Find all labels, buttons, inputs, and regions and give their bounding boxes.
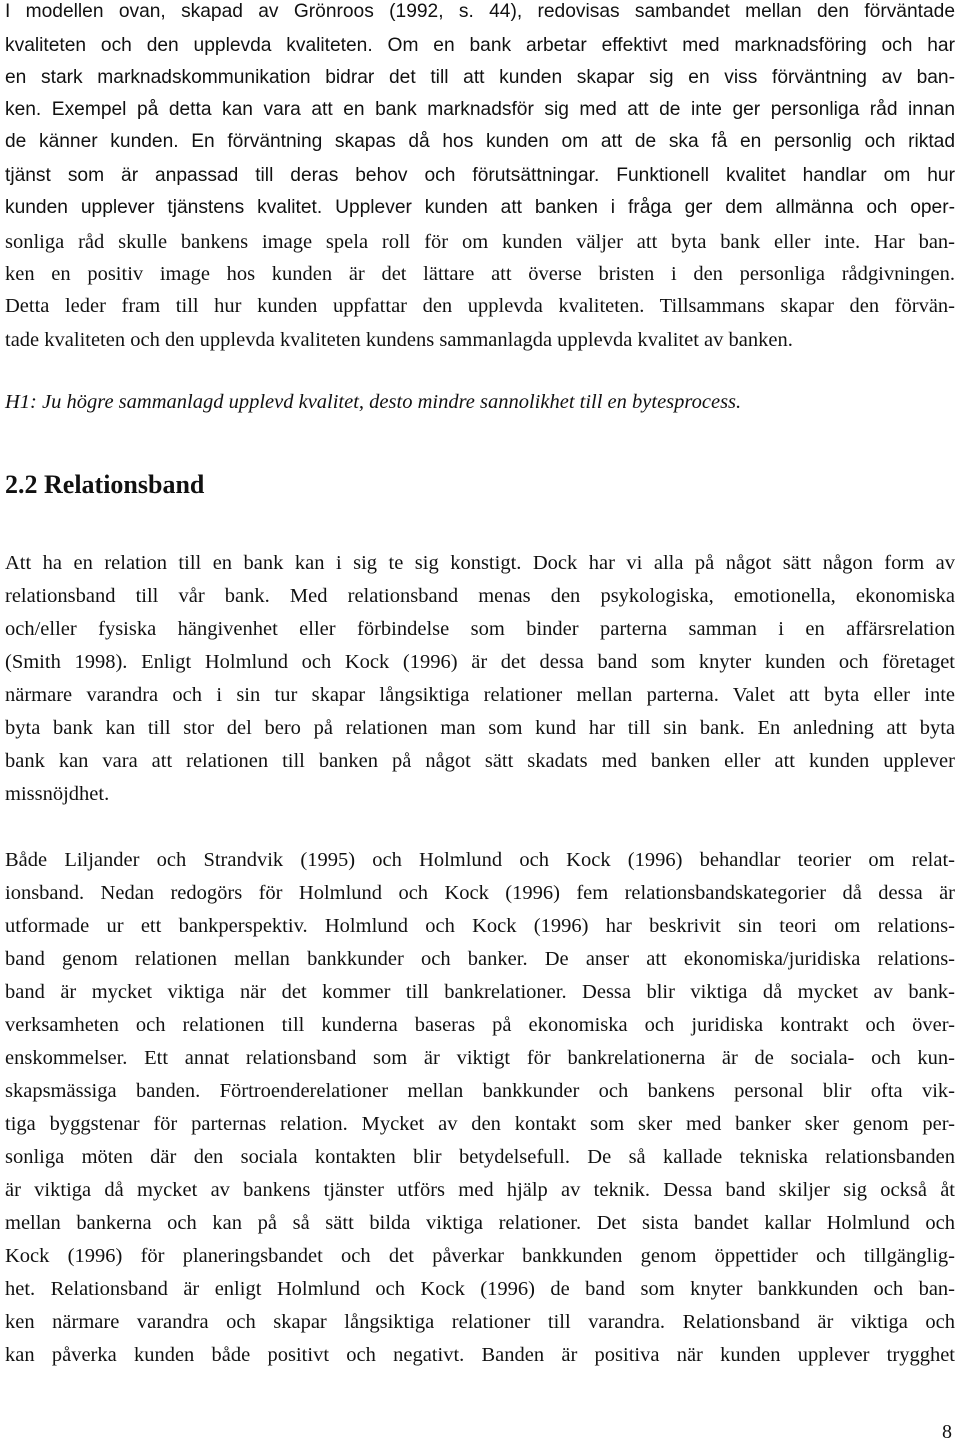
text-line: I modellen ovan, skapad av Grönroos (1992, s. 44), redovisas sambandet mellan den förväntade	[5, 1, 955, 22]
text-line: ken en positiv image hos kunden är det lättare att överse bristen i den personliga rådgivningen.	[5, 263, 955, 285]
text-line: en stark marknadskommunikation bidrar det till att kunden skapar sig en viss förväntning av ban-	[5, 67, 955, 88]
text-line: enskommelser. Ett annat relationsband som är viktigt för bankrelationerna är de sociala- och kun-	[5, 1047, 955, 1069]
text-line: skapsmässiga banden. Förtroenderelationer mellan bankkunder och bankens personal blir ofta vik-	[5, 1080, 955, 1102]
text-line: ken närmare varandra och skapar långsiktiga relationer till varandra. Relationsband är viktiga och	[5, 1311, 955, 1333]
text-line: kunden upplever tjänstens kvalitet. Upplever kunden att banken i fråga ger dem allmänna och oper-	[5, 197, 955, 218]
text-line: band genom relationen mellan bankkunder och banker. De anser att ekonomiska/juridiska relations-	[5, 948, 955, 970]
text-line: relationsband till vår bank. Med relationsband menas den psykologiska, emotionella, ekonomiska	[5, 585, 955, 607]
hypothesis-statement: H1: Ju högre sammanlagd upplevd kvalitet, desto mindre sannolikhet till en bytesprocess.	[5, 391, 742, 413]
page-number: 8	[942, 1421, 952, 1443]
text-line: de känner kunden. En förväntning skapas då hos kunden om att de ska få en personlig och riktad	[5, 131, 955, 152]
text-line: mellan bankerna och kan på så sätt bilda viktiga relationer. Det sista bandet kallar Holmlund och	[5, 1212, 955, 1234]
text-line: het. Relationsband är enligt Holmlund och Kock (1996) de band som knyter bankkunden och ban-	[5, 1278, 955, 1300]
text-line: bank kan vara att relationen till banken på något sätt skadats med banken eller att kunden upplever	[5, 750, 955, 772]
text-line: kan påverka kunden både positivt och negativt. Banden är positiva när kunden upplever trygghet	[5, 1344, 955, 1366]
text-line: Att ha en relation till en bank kan i sig te sig konstigt. Dock har vi alla på något sätt någon form av	[5, 552, 955, 574]
text-line: utformade ur ett bankperspektiv. Holmlund och Kock (1996) har beskrivit sin teori om relations-	[5, 915, 955, 937]
text-line: Både Liljander och Strandvik (1995) och Holmlund och Kock (1996) behandlar teorier om relat-	[5, 849, 955, 871]
text-line: sonliga möten där den sociala kontakten blir betydelsefull. De så kallade tekniska relationsbanden	[5, 1146, 955, 1168]
text-line: missnöjdhet.	[5, 783, 110, 805]
text-line: Detta leder fram till hur kunden uppfattar den upplevda kvaliteten. Tillsammans skapar den förvän-	[5, 295, 955, 317]
text-line: band är mycket viktiga när det kommer till bankrelationer. Dessa blir viktiga då mycket av bank-	[5, 981, 955, 1003]
text-line: och/eller fysiska hängivenhet eller förbindelse som binder parterna samman i en affärsrelation	[5, 618, 955, 640]
text-line: närmare varandra och i sin tur skapar långsiktiga relationer mellan parterna. Valet att byta eller inte	[5, 684, 955, 706]
text-line: byta bank kan till stor del bero på relationen man som kund har till sin bank. En anledning att byta	[5, 717, 955, 739]
text-line: ken. Exempel på detta kan vara att en bank marknadsför sig med att de inte ger personliga råd innan	[5, 99, 955, 120]
text-line: (Smith 1998). Enligt Holmlund och Kock (1996) är det dessa band som knyter kunden och företaget	[5, 651, 955, 673]
text-line: Kock (1996) för planeringsbandet och det påverkar bankkunden genom öppettider och tillgänglig-	[5, 1245, 955, 1267]
text-line: tade kvaliteten och den upplevda kvaliteten kundens sammanlagda upplevda kvalitet av banken.	[5, 329, 793, 351]
text-line: verksamheten och relationen till kunderna baseras på ekonomiska och juridiska kontrakt och över-	[5, 1014, 955, 1036]
text-line: är viktiga då mycket av bankens tjänster utförs med hjälp av teknik. Dessa band skiljer sig också åt	[5, 1179, 955, 1201]
text-line: ionsband. Nedan redogörs för Holmlund och Kock (1996) fem relationsbandskategorier då dessa är	[5, 882, 955, 904]
text-line: sonliga råd skulle bankens image spela roll för om kunden väljer att byta bank eller inte. Har ban-	[5, 231, 955, 253]
text-line: kvaliteten och den upplevda kvaliteten. Om en bank arbetar effektivt med marknadsföring och har	[5, 35, 955, 56]
text-line: tiga byggstenar för parternas relation. Mycket av den kontakt som sker med banker sker genom per-	[5, 1113, 955, 1135]
text-line: tjänst som är anpassad till deras behov och förutsättningar. Funktionell kvalitet handlar om hur	[5, 165, 955, 186]
section-heading: 2.2 Relationsband	[5, 470, 205, 499]
